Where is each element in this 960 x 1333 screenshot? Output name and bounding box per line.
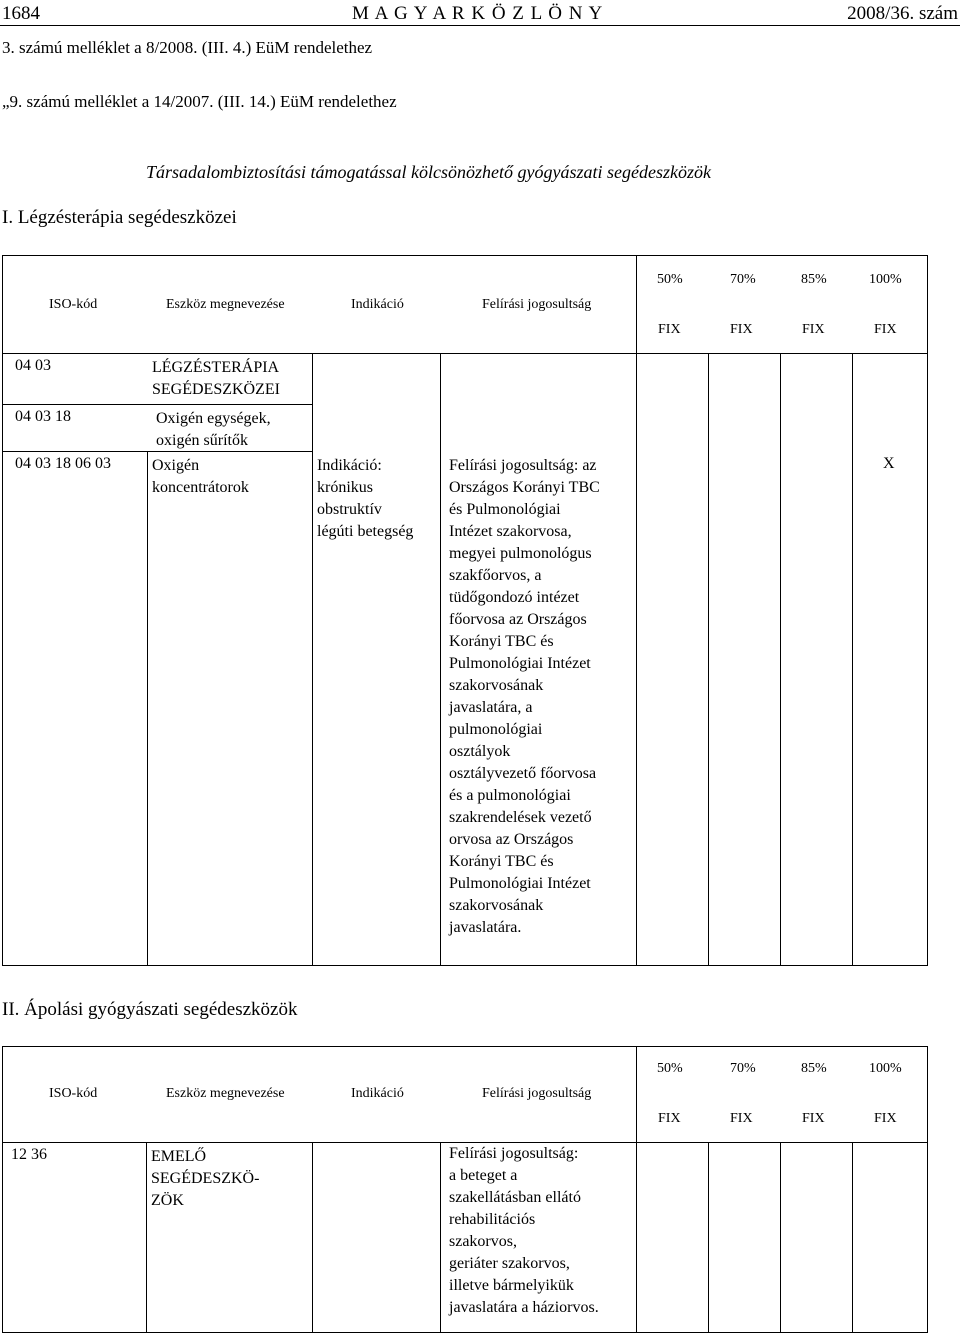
row-iso-code: 04 03 18	[15, 408, 71, 425]
section-1-heading: I. Légzésterápia segédeszközei	[2, 207, 237, 228]
fix-100-header: FIX	[874, 1111, 897, 1126]
row-iso-code: 04 03	[15, 357, 51, 374]
pct-70-header: 70%	[730, 272, 756, 287]
issue-number: 2008/36. szám	[847, 3, 958, 24]
row-mark-100: X	[883, 455, 895, 472]
row-device-name: EMELŐ SEGÉDESZKÖ- ZÖK	[151, 1148, 260, 1209]
fix-100-header: FIX	[874, 322, 897, 337]
fix-85-header: FIX	[802, 1111, 825, 1126]
row-device-name: Oxigén koncentrátorok	[152, 457, 249, 496]
pct-100-header: 100%	[869, 1061, 902, 1076]
reference-line-2: „9. számú melléklet a 14/2007. (III. 14.) EüM rendelethez	[2, 92, 397, 111]
table-row	[3, 354, 313, 405]
document-title: Társadalombiztosítási támogatással kölcsönözhető gyógyászati segédeszközök	[146, 162, 711, 182]
column-name-header: Eszköz megnevezése	[166, 1086, 285, 1101]
pct-50-header: 50%	[657, 272, 683, 287]
row-prescription: Felírási jogosultság: a beteget a szakellátásban ellátó rehabilitációs szakorvos, geriáter szakorvos, illetve bármelyikük javaslatára a háziorvos.	[449, 1145, 599, 1316]
pct-100-header: 100%	[869, 272, 902, 287]
section-1-header-row	[3, 256, 928, 354]
reference-line-1: 3. számú melléklet a 8/2008. (III. 4.) EüM rendelethez	[2, 38, 373, 57]
section-1-body	[3, 354, 928, 966]
header-rule	[0, 25, 960, 26]
row-iso-code: 04 03 18 06 03	[15, 455, 111, 472]
section-2-table	[2, 1046, 928, 1333]
column-name-header: Eszköz megnevezése	[166, 297, 285, 312]
column-iso-header: ISO-kód	[49, 1086, 98, 1101]
fix-50-header: FIX	[658, 322, 681, 337]
fix-85-header: FIX	[802, 322, 825, 337]
fix-70-header: FIX	[730, 322, 753, 337]
pct-50-header: 50%	[657, 1061, 683, 1076]
column-prescription-header: Felírási jogosultság	[482, 297, 592, 312]
section-2-header-row	[3, 1047, 928, 1143]
section-1-table	[2, 255, 928, 966]
section-2-heading: II. Ápolási gyógyászati segédeszközök	[2, 999, 298, 1020]
fix-50-header: FIX	[658, 1111, 681, 1126]
row-iso-code: 12 36	[11, 1146, 47, 1163]
journal-title: M A G Y A R K Ö Z L Ö N Y	[352, 3, 604, 24]
table-row	[3, 405, 313, 452]
row-device-name: Oxigén egységek, oxigén sűrítők	[156, 410, 271, 449]
table-row	[3, 452, 148, 965]
pct-85-header: 85%	[801, 1061, 827, 1076]
column-prescription-header: Felírási jogosultság	[482, 1086, 592, 1101]
support-rate-header	[637, 256, 928, 354]
fix-70-header: FIX	[730, 1111, 753, 1126]
pct-85-header: 85%	[801, 272, 827, 287]
column-indication-header: Indikáció	[351, 1086, 404, 1101]
row-device-name: LÉGZÉSTERÁPIA SEGÉDESZKÖZEI	[152, 359, 280, 398]
page-number: 1684	[2, 3, 40, 24]
support-rate-header	[637, 1047, 928, 1143]
table-row	[3, 1143, 928, 1333]
row-prescription: Felírási jogosultság: az Országos Korányi TBC és Pulmonológiai Intézet szakorvosa, megyei pulmonológus szakfőorvos, a tüdőgondozó intézet főorvosa az Országos Korányi TBC és Pulmonológiai Intézet szakorvosának javaslatára, a pulmonológiai osztályok osztályvezető főorvosa és a pulmonológiai szakrendelések vezető orvosa az Országos Korányi TBC és Pulmonológiai Intézet szakorvosának javaslatára.	[449, 457, 600, 936]
column-iso-header: ISO-kód	[49, 297, 98, 312]
row-indication: Indikáció: krónikus obstruktív légúti betegség	[317, 457, 414, 540]
pct-70-header: 70%	[730, 1061, 756, 1076]
column-indication-header: Indikáció	[351, 297, 404, 312]
